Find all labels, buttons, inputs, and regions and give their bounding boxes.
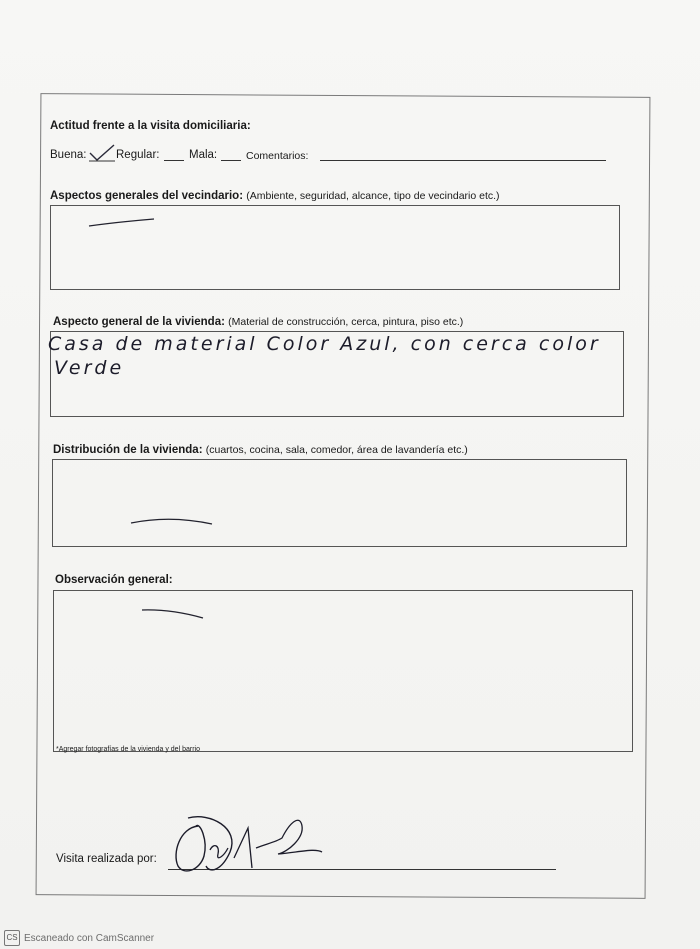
camscanner-logo-icon: CS	[4, 930, 20, 946]
housing-heading	[53, 316, 463, 328]
good-label: Buena:	[50, 149, 87, 161]
distribution-dash-stroke	[130, 514, 215, 528]
distribution-box	[52, 459, 627, 547]
neighborhood-heading	[50, 190, 500, 202]
comments-label: Comentarios:	[246, 150, 309, 162]
regular-blank	[164, 160, 184, 161]
regular-label: Regular:	[116, 149, 160, 161]
observation-title: Observación general:	[55, 574, 173, 586]
distribution-hint: (cuartos, cocina, sala, comedor, área de lavandería etc.)	[205, 444, 468, 456]
observation-dash-stroke	[141, 606, 206, 622]
housing-answer-line1: Casa de material Color Azul, con cerca color	[48, 333, 601, 355]
visit-by-label: Visita realizada por:	[56, 853, 157, 865]
housing-title: Aspecto general de la vivienda:	[53, 316, 225, 328]
bad-blank	[221, 160, 241, 161]
signature-icon	[170, 808, 330, 878]
check-mark-icon	[88, 143, 116, 163]
comments-line	[320, 160, 606, 161]
scanner-footer-text: Escaneado con CamScanner	[24, 932, 155, 944]
distribution-title: Distribución de la vivienda:	[53, 444, 203, 456]
neighborhood-title: Aspectos generales del vecindario:	[50, 190, 244, 202]
neighborhood-hint: (Ambiente, seguridad, alcance, tipo de vecindario etc.)	[246, 190, 500, 202]
observation-box	[53, 590, 633, 752]
neighborhood-dash-stroke	[88, 216, 158, 230]
distribution-heading	[53, 444, 468, 456]
bad-label: Mala:	[189, 149, 218, 161]
housing-hint: (Material de construcción, cerca, pintura, piso etc.)	[228, 316, 464, 328]
photo-note: *Agregar fotografías de la vivienda y del barrio	[56, 746, 200, 753]
attitude-title: Actitud frente a la visita domiciliaria:	[50, 120, 251, 132]
housing-answer-line2: Verde	[54, 357, 125, 379]
scanner-footer	[4, 930, 154, 946]
